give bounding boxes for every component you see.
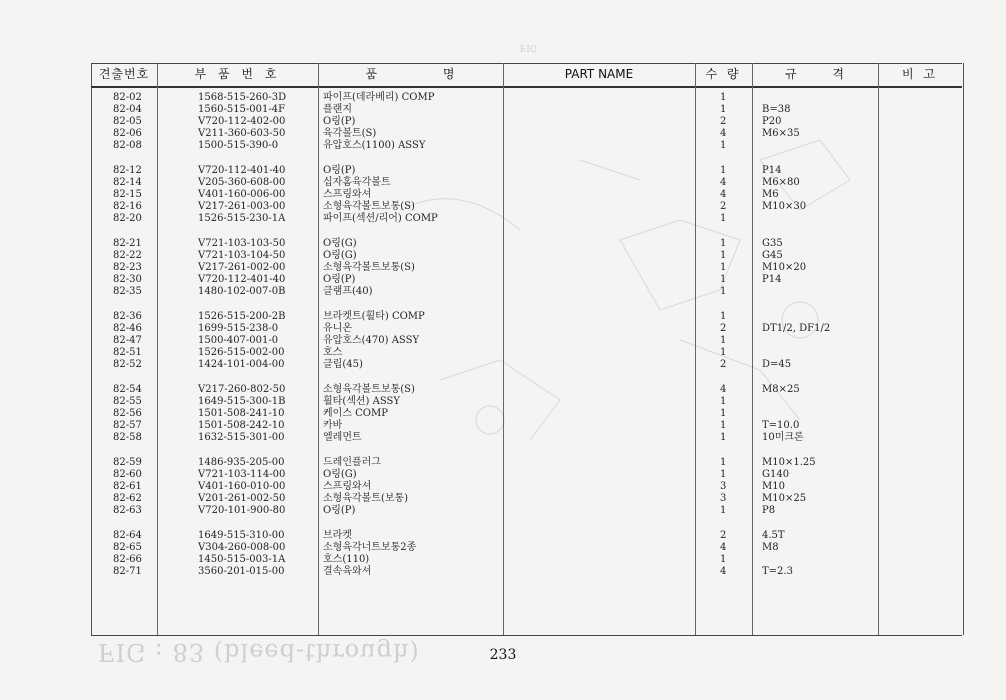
table-row <box>91 347 962 359</box>
cell-name: 유니온 <box>323 323 352 334</box>
cell-name: 브라켓 <box>323 530 352 541</box>
bleed-through-label: FIG <box>520 42 537 52</box>
table-row <box>91 250 962 262</box>
cell-name: 휠타(섹션) ASSY <box>323 396 400 407</box>
cell-part-no: V721-103-114-00 <box>198 469 286 480</box>
row-group <box>91 530 962 578</box>
cell-spec: P14 <box>762 274 782 285</box>
cell-part-no: 1649-515-300-1B <box>198 396 286 407</box>
cell-part-no: 1450-515-003-1A <box>198 554 286 565</box>
cell-name: 결속육와셔 <box>323 566 372 577</box>
cell-qty: 1 <box>720 104 727 115</box>
cell-page-no: 82-54 <box>113 384 142 395</box>
cell-qty: 1 <box>720 420 727 431</box>
cell-spec: B=38 <box>762 104 791 115</box>
row-group <box>91 92 962 152</box>
table-row <box>91 140 962 152</box>
cell-page-no: 82-60 <box>113 469 142 480</box>
cell-part-no: V201-261-002-50 <box>198 493 286 504</box>
cell-part-no: V401-160-010-00 <box>198 481 286 492</box>
cell-page-no: 82-04 <box>113 104 142 115</box>
cell-part-no: V217-261-002-00 <box>198 262 286 273</box>
cell-page-no: 82-57 <box>113 420 142 431</box>
cell-qty: 1 <box>720 554 727 565</box>
cell-qty: 1 <box>720 92 727 103</box>
cell-qty: 2 <box>720 359 727 370</box>
cell-page-no: 82-62 <box>113 493 142 504</box>
cell-part-no: 1560-515-001-4F <box>198 104 286 115</box>
cell-page-no: 82-30 <box>113 274 142 285</box>
cell-page-no: 82-06 <box>113 128 142 139</box>
cell-qty: 1 <box>720 262 727 273</box>
cell-name: O링(G) <box>323 238 357 249</box>
cell-name: 브라켓트(휠타) COMP <box>323 311 425 322</box>
header-part-name: PART NAME <box>564 67 634 81</box>
cell-spec: M6 <box>762 189 779 200</box>
cell-name: 소형육각볼트보통(S) <box>323 384 415 395</box>
cell-spec: G140 <box>762 469 790 480</box>
cell-name: 유압호스(470) ASSY <box>323 335 420 346</box>
table-row <box>91 457 962 469</box>
table-row <box>91 262 962 274</box>
row-group <box>91 384 962 444</box>
table-bottom-rule <box>91 635 962 636</box>
cell-page-no: 82-56 <box>113 408 142 419</box>
cell-page-no: 82-55 <box>113 396 142 407</box>
cell-name: 파이프(섹션/리어) COMP <box>323 213 438 224</box>
header-page-no: 견출번호 <box>98 67 150 81</box>
row-group <box>91 457 962 517</box>
cell-part-no: 1526-515-230-1A <box>198 213 286 224</box>
cell-name: O링(P) <box>323 165 356 176</box>
cell-page-no: 82-47 <box>113 335 142 346</box>
cell-qty: 4 <box>720 566 727 577</box>
table-row <box>91 469 962 481</box>
table-row <box>91 128 962 140</box>
cell-page-no: 82-58 <box>113 432 142 443</box>
cell-page-no: 82-14 <box>113 177 142 188</box>
cell-part-no: V721-103-103-50 <box>198 238 286 249</box>
cell-spec: M8 <box>762 542 779 553</box>
cell-name: 호스(110) <box>323 554 370 565</box>
cell-spec: M6×80 <box>762 177 800 188</box>
cell-part-no: V721-103-104-50 <box>198 250 286 261</box>
table-row <box>91 213 962 225</box>
cell-spec: P20 <box>762 116 782 127</box>
cell-page-no: 82-16 <box>113 201 142 212</box>
cell-qty: 3 <box>720 481 727 492</box>
cell-page-no: 82-71 <box>113 566 142 577</box>
cell-page-no: 82-51 <box>113 347 142 358</box>
cell-qty: 4 <box>720 384 727 395</box>
cell-spec: D=45 <box>762 359 792 370</box>
header-part-no: 부 품 번 호 <box>194 67 281 81</box>
table-row <box>91 542 962 554</box>
cell-spec: T=2.3 <box>762 566 793 577</box>
parts-list <box>91 92 962 591</box>
cell-page-no: 82-08 <box>113 140 142 151</box>
cell-part-no: 1632-515-301-00 <box>198 432 285 443</box>
cell-name: 플랜지 <box>323 104 352 115</box>
cell-spec: G35 <box>762 238 783 249</box>
cell-name: 소형육각너트보통2종 <box>323 542 417 553</box>
cell-part-no: V401-160-006-00 <box>198 189 286 200</box>
cell-name: 육각볼트(S) <box>323 128 377 139</box>
cell-name: 유압호스(1100) ASSY <box>323 140 426 151</box>
cell-qty: 1 <box>720 140 727 151</box>
table-row <box>91 566 962 578</box>
table-row <box>91 493 962 505</box>
row-group <box>91 238 962 298</box>
table-row <box>91 481 962 493</box>
cell-qty: 1 <box>720 457 727 468</box>
cell-qty: 4 <box>720 177 727 188</box>
cell-part-no: 1500-407-001-0 <box>198 335 279 346</box>
cell-spec: T=10.0 <box>762 420 800 431</box>
cell-qty: 1 <box>720 505 727 516</box>
cell-spec: M10×30 <box>762 201 807 212</box>
table-row <box>91 201 962 213</box>
cell-part-no: V720-112-401-40 <box>198 165 286 176</box>
table-row <box>91 104 962 116</box>
cell-page-no: 82-15 <box>113 189 142 200</box>
cell-qty: 2 <box>720 323 727 334</box>
cell-part-no: V720-112-402-00 <box>198 116 286 127</box>
cell-part-no: 1501-508-242-10 <box>198 420 285 431</box>
cell-name: O링(P) <box>323 116 356 127</box>
table-row <box>91 286 962 298</box>
cell-page-no: 82-23 <box>113 262 142 273</box>
cell-page-no: 82-12 <box>113 165 142 176</box>
cell-page-no: 82-21 <box>113 238 142 249</box>
cell-qty: 1 <box>720 238 727 249</box>
table-row <box>91 420 962 432</box>
cell-spec: 10미크론 <box>762 432 804 443</box>
table-header-rule <box>91 86 962 88</box>
table-row <box>91 323 962 335</box>
cell-spec: DT1/2, DF1/2 <box>762 323 831 334</box>
cell-part-no: 1500-515-390-0 <box>198 140 279 151</box>
cell-page-no: 82-22 <box>113 250 142 261</box>
cell-spec: M8×25 <box>762 384 800 395</box>
cell-part-no: 1480-102-007-0B <box>198 286 286 297</box>
cell-name: 카바 <box>323 420 343 431</box>
table-row <box>91 554 962 566</box>
cell-page-no: 82-35 <box>113 286 142 297</box>
cell-spec: P8 <box>762 505 776 516</box>
cell-qty: 4 <box>720 189 727 200</box>
cell-part-no: 1486-935-205-00 <box>198 457 285 468</box>
cell-name: 스프링와셔 <box>323 189 372 200</box>
cell-qty: 1 <box>720 250 727 261</box>
cell-page-no: 82-46 <box>113 323 142 334</box>
header-name: 품 명 <box>365 67 456 81</box>
cell-spec: M10×20 <box>762 262 807 273</box>
table-row <box>91 311 962 323</box>
table-row <box>91 165 962 177</box>
table-row <box>91 92 962 104</box>
cell-name: 스프링와셔 <box>323 481 372 492</box>
cell-part-no: 1649-515-310-00 <box>198 530 285 541</box>
cell-page-no: 82-64 <box>113 530 142 541</box>
cell-qty: 1 <box>720 213 727 224</box>
cell-page-no: 82-05 <box>113 116 142 127</box>
cell-name: 드레인플러그 <box>323 457 381 468</box>
cell-part-no: V205-360-608-00 <box>198 177 286 188</box>
cell-page-no: 82-61 <box>113 481 142 492</box>
cell-part-no: 1568-515-260-3D <box>198 92 287 103</box>
row-group <box>91 311 962 371</box>
cell-name: 소형육각볼트(보통) <box>323 493 409 504</box>
cell-part-no: 1501-508-241-10 <box>198 408 285 419</box>
cell-page-no: 82-63 <box>113 505 142 516</box>
cell-spec: M10×25 <box>762 493 807 504</box>
cell-qty: 2 <box>720 201 727 212</box>
cell-name: 호스 <box>323 347 343 358</box>
cell-name: 파이프(데라베리) COMP <box>323 92 435 103</box>
header-qty: 수 량 <box>705 67 742 81</box>
cell-part-no: 3560-201-015-00 <box>198 566 285 577</box>
cell-qty: 1 <box>720 335 727 346</box>
cell-qty: 4 <box>720 128 727 139</box>
cell-name: 소형육각볼트보통(S) <box>323 262 415 273</box>
cell-qty: 1 <box>720 165 727 176</box>
table-row <box>91 116 962 128</box>
cell-page-no: 82-65 <box>113 542 142 553</box>
table-row <box>91 505 962 517</box>
cell-qty: 1 <box>720 274 727 285</box>
header-spec: 규 격 <box>785 67 845 81</box>
cell-page-no: 82-20 <box>113 213 142 224</box>
table-row <box>91 359 962 371</box>
cell-name: 클램프(40) <box>323 286 373 297</box>
table-row <box>91 189 962 201</box>
table-row <box>91 408 962 420</box>
cell-qty: 1 <box>720 408 727 419</box>
cell-part-no: V217-260-802-50 <box>198 384 286 395</box>
table-row <box>91 177 962 189</box>
cell-name: O링(G) <box>323 250 357 261</box>
cell-qty: 2 <box>720 530 727 541</box>
cell-spec: G45 <box>762 250 783 261</box>
cell-page-no: 82-59 <box>113 457 142 468</box>
cell-name: 십자홈육각볼트 <box>323 177 391 188</box>
cell-qty: 3 <box>720 493 727 504</box>
header-remark: 비 고 <box>902 67 938 81</box>
cell-spec: P14 <box>762 165 782 176</box>
cell-part-no: V217-261-003-00 <box>198 201 286 212</box>
cell-part-no: V720-101-900-80 <box>198 505 286 516</box>
cell-page-no: 82-02 <box>113 92 142 103</box>
cell-qty: 1 <box>720 432 727 443</box>
cell-part-no: V720-112-401-40 <box>198 274 286 285</box>
cell-qty: 1 <box>720 286 727 297</box>
cell-qty: 1 <box>720 396 727 407</box>
cell-spec: M10×1.25 <box>762 457 816 468</box>
cell-qty: 4 <box>720 542 727 553</box>
cell-spec: M10 <box>762 481 785 492</box>
table-row <box>91 530 962 542</box>
cell-page-no: 82-36 <box>113 311 142 322</box>
page-number: 233 <box>489 647 517 663</box>
bleed-through-caption: FIG : 83 (bleed-through) <box>98 638 420 666</box>
cell-part-no: V211-360-603-50 <box>198 128 286 139</box>
table-row <box>91 396 962 408</box>
cell-name: O링(G) <box>323 469 357 480</box>
cell-qty: 2 <box>720 116 727 127</box>
cell-part-no: 1526-515-200-2B <box>198 311 286 322</box>
cell-qty: 1 <box>720 347 727 358</box>
cell-name: 소형육각볼트보통(S) <box>323 201 415 212</box>
row-group <box>91 165 962 225</box>
cell-page-no: 82-52 <box>113 359 142 370</box>
cell-part-no: 1424-101-004-00 <box>198 359 285 370</box>
table-row <box>91 238 962 250</box>
table-row <box>91 335 962 347</box>
cell-part-no: 1526-515-002-00 <box>198 347 285 358</box>
cell-spec: 4.5T <box>762 530 785 541</box>
cell-part-no: 1699-515-238-0 <box>198 323 279 334</box>
cell-page-no: 82-66 <box>113 554 142 565</box>
cell-name: 케이스 COMP <box>323 408 388 419</box>
cell-name: 클립(45) <box>323 359 363 370</box>
cell-qty: 1 <box>720 469 727 480</box>
cell-name: 엘레먼트 <box>323 432 362 443</box>
cell-qty: 1 <box>720 311 727 322</box>
table-row <box>91 432 962 444</box>
cell-name: O링(P) <box>323 274 356 285</box>
table-row <box>91 274 962 286</box>
table-row <box>91 384 962 396</box>
cell-name: O링(P) <box>323 505 356 516</box>
cell-part-no: V304-260-008-00 <box>198 542 286 553</box>
cell-spec: M6×35 <box>762 128 800 139</box>
